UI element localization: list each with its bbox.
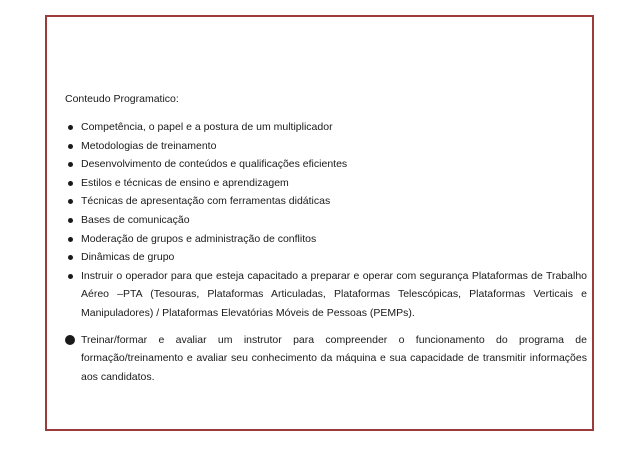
bullet-icon (68, 144, 73, 149)
list-item-text: Metodologias de treinamento (81, 139, 217, 152)
list-item-text: Técnicas de apresentação com ferramentas didáticas (81, 195, 331, 208)
document-content (65, 93, 587, 386)
list-item-text: Competência, o papel e a postura de um multiplicador (81, 121, 333, 133)
bullet-list (65, 118, 587, 386)
list-item-text: Desenvolvimento de conteúdos e qualificações eficientes (81, 158, 348, 171)
bullet-icon (68, 255, 73, 260)
bullet-icon (68, 218, 73, 223)
bullet-icon (68, 162, 73, 167)
list-item (65, 137, 587, 156)
bullet-icon (65, 335, 75, 345)
list-item (65, 248, 587, 267)
list-item-text: Dinâmicas de grupo (81, 251, 175, 264)
list-item-text: Moderação de grupos e administração de conflitos (81, 232, 317, 245)
list-item (65, 174, 587, 193)
list-item (65, 267, 587, 323)
list-item (65, 230, 587, 249)
list-item (65, 192, 587, 211)
list-item-text: Instruir o operador para que esteja capacitado a preparar e operar com segurança Plataformas de Trabalho Aéreo –PTA (Tesouras, Plataformas Articuladas, Plataformas Telescópicas, Plataformas Verticais e Manipuladores) / Plataformas Elevatórias Móveis de Pessoas (PEMPs). (81, 269, 587, 319)
list-item (65, 118, 587, 137)
bullet-icon (68, 125, 73, 130)
bullet-icon (68, 274, 73, 279)
list-item-text: Estilos e técnicas de ensino e aprendizagem (81, 176, 289, 189)
list-item (65, 331, 587, 387)
bullet-icon (68, 199, 73, 204)
list-item-text: Treinar/formar e avaliar um instrutor para compreender o funcionamento do programa de formação/treinamento e avaliar seu conhecimento da máquina e sua capacidade de transmitir informações aos candidatos. (81, 333, 587, 383)
list-item-text: Bases de comunicação (81, 213, 190, 226)
list-item (65, 211, 587, 230)
bullet-icon (68, 181, 73, 186)
list-item (65, 155, 587, 174)
section-heading: Conteudo Programatico: (65, 93, 179, 105)
bullet-icon (68, 237, 73, 242)
